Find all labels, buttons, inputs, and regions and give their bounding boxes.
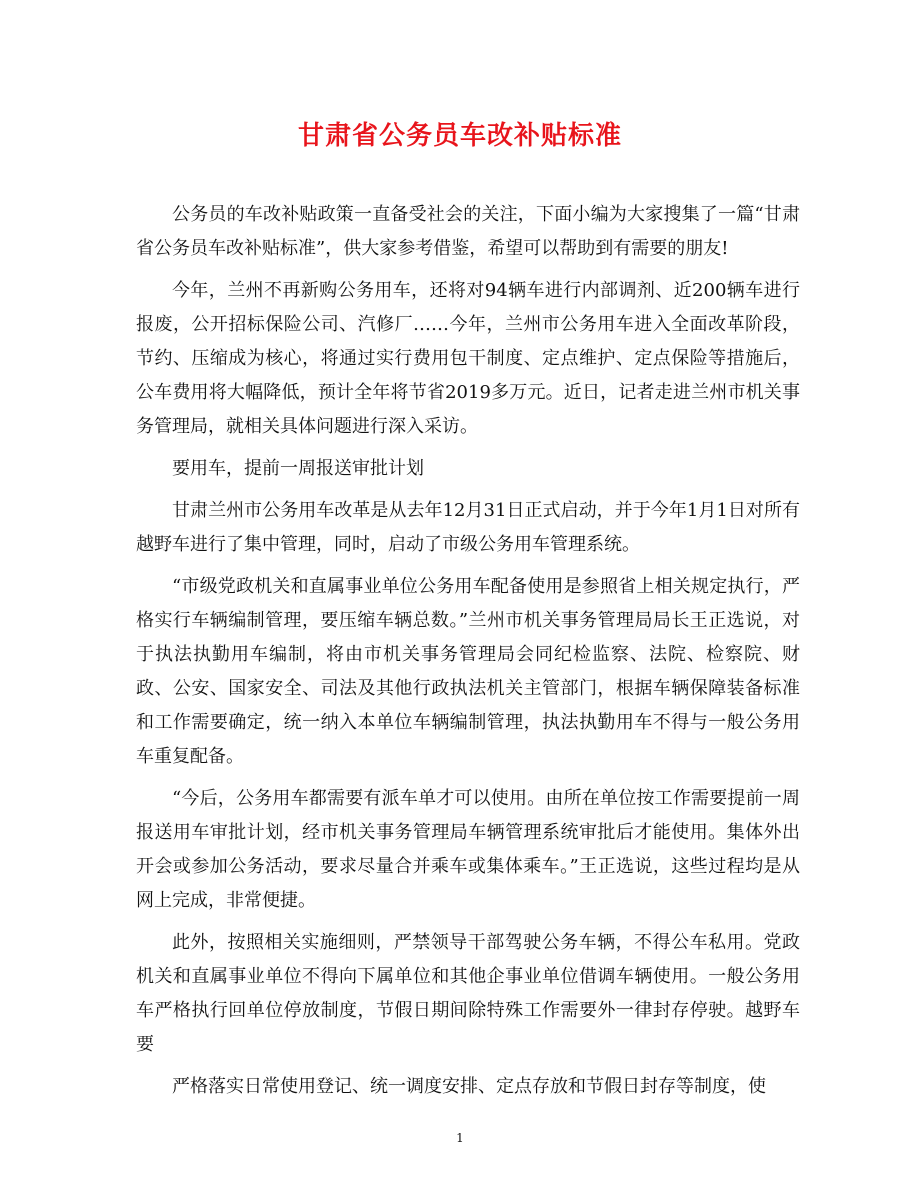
document-title: 甘肃省公务员车改补贴标准 <box>297 121 622 151</box>
paragraph-continued: 严格落实日常使用登记、统一调度安排、定点存放和节假日封存等制度，使 <box>172 1076 766 1097</box>
paragraph-approval-process: “今后，公务用车都需要有派车单才可以使用。由所在单位按工作需要提前一周报送用车审批计划，经市机关事务管理局车辆管理系统审批后才能使用。集体外出开会或参加公务活动，要求尽量合并乘车或集体乘车。”王正选说，这些过程均是从网上完成，非常便捷。 <box>136 788 800 911</box>
paragraph-reform-start: 甘肃兰州市公务用车改革是从去年12月31日正式启动，并于今年1月1日对所有越野车进行了集中管理，同时，启动了市级公务用车管理系统。 <box>136 500 800 555</box>
page-number: 1 <box>456 1131 464 1145</box>
section-heading: 要用车，提前一周报送审批计划 <box>172 458 424 479</box>
document-body <box>136 198 800 1112</box>
paragraph-overview: 今年，兰州不再新购公务用车，还将对94辆车进行内部调剂、近200辆车进行报废，公开招标保险公司、汽修厂……今年，兰州市公务用车进入全面改革阶段，节约、压缩成为核心，将通过实行费用包干制度、定点维护、定点保险等措施后，公车费用将大幅降低，预计全年将节省2019多万元。近日，记者走进兰州市机关事务管理局，就相关具体问题进行深入采访。 <box>136 280 800 437</box>
paragraph-vehicle-management: “市级党政机关和直属事业单位公务用车配备使用是参照省上相关规定执行，严格实行车辆编制管理，要压缩车辆总数。”兰州市机关事务管理局局长王正选说，对于执法执勤用车编制，将由市机关事务管理局会同纪检监察、法院、检察院、财政、公安、国家安全、司法及其他行政执法机关主管部门，根据车辆保障装备标准和工作需要确定，统一纳入本单位车辆编制管理，执法执勤用车不得与一般公务用车重复配备。 <box>136 576 800 767</box>
paragraph-rules: 此外，按照相关实施细则，严禁领导干部驾驶公务车辆，不得公车私用。党政机关和直属事业单位不得向下属单位和其他企事业单位借调车辆使用。一般公务用车严格执行回单位停放制度，节假日期间除特殊工作需要外一律封存停驶。越野车要 <box>136 932 800 1055</box>
paragraph-intro: 公务员的车改补贴政策一直备受社会的关注，下面小编为大家搜集了一篇“甘肃省公务员车改补贴标准”，供大家参考借鉴，希望可以帮助到有需要的朋友! <box>136 204 800 259</box>
